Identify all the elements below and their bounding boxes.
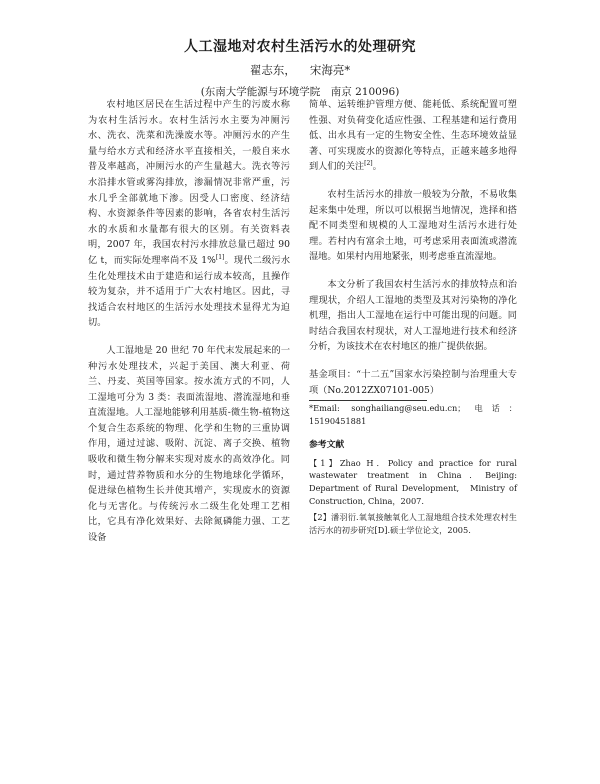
- reference-item: 【2】潘羽衍.氧氧接触氧化人工湿地组合技术处理农村生活污水的初步研究[D].硕士学位论文，2005.: [309, 511, 517, 535]
- references-heading: 参考文献: [309, 440, 345, 451]
- left-column: [88, 97, 290, 546]
- contact-email: *Email: songhailiang@seu.edu.cn；电话：15190451881: [309, 403, 517, 427]
- author-line: [0, 62, 600, 78]
- body-paragraph: 简单、运转维护管理方便、能耗低、系统配置可塑性强、对负荷变化适应性强、工程基建和运行费用低、出水具有一定的生物安全性、生态环境效益显著、可实现废水的资源化等特点，正越来越多地得到人们的关注[2]。: [309, 99, 517, 173]
- funding-note: 基金项目：“十二五”国家水污染控制与治理重大专项（No.2012ZX07101-005）: [309, 368, 517, 396]
- author-name: 翟志东，: [249, 63, 296, 77]
- author-name: 宋海亮*: [309, 63, 351, 77]
- body-paragraph: 本文分析了我国农村生活污水的排放特点和治理现状，介绍人工湿地的类型及其对污染物的净化机理，指出人工湿地在运行中可能出现的问题。同时结合我国农村现状，对人工湿地进行技术和经济分析，为该技术在农村地区的推广提供依据。: [309, 278, 517, 353]
- affiliation: (东南大学能源与环境学院 南京 210096): [200, 86, 400, 98]
- body-paragraph: 农村生活污水的排放一般较为分散，不易收集起来集中处理，所以可以根据当地情况，选择和搭配不同类型和规模的人工湿地对生活污水进行处理。若村内有富余土地，可考虑采用表面流或潜流湿地。如果村内用地紧张，则考虑垂直流湿地。: [309, 188, 517, 263]
- article-title: 人工湿地对农村生活污水的处理研究: [184, 39, 416, 55]
- reference-item: 【1】Zhao H．Policy and practice for rural wastewater treatment in China．Beijing: Department of Rural Development, Ministry of Construction, China，2007.: [309, 457, 517, 507]
- citation-mark: [2]: [364, 160, 373, 168]
- right-column: [309, 97, 517, 536]
- article-header: [0, 36, 600, 99]
- footnote-divider: [309, 400, 427, 401]
- body-paragraph: 人工湿地是 20 世纪 70 年代末发展起来的一种污水处理技术，兴起于美国、澳大利亚、荷兰、丹麦、英国等国家。按水流方式的不同，人工湿地可分为 3 类：表面流湿地、潜流湿地和垂直流湿地。人工湿地能够利用基质-微生物-植物这个复合生态系统的物理、化学和生物的三重协调作用，通过过滤、吸附、沉淀、离子交换、植物吸收和微生物分解来实现对废水的高效净化。同时，通过营养物质和水分的生物地球化学循环，促进绿色植物生长并使其增产，实现废水的资源化与无害化。与传统污水二级生化处理工艺相比，它具有净化效果好、去除氮磷能力强、工艺设备: [88, 344, 290, 544]
- citation-mark: [1]: [215, 253, 225, 261]
- body-paragraph: 农村地区居民在生活过程中产生的污废水称为农村生活污水。农村生活污水主要为冲厕污水、洗衣、洗菜和洗澡废水等。冲厕污水的产生量与给水方式和经济水平直接相关，一般自来水普及率越高，冲厕污水的产生量越大。洗衣等污水沿排水管或雾沟排放，渗漏情况非常严重，污水几乎全部就地下渗。因受人口密度、经济结构、水资源条件等因素的影响，各省农村生活污水的水质和水量都有很大的区别。有关资料表明，2007 年，我国农村污水排放总量已超过 90 亿 t，而实际处理率尚不及 1%[1]。现代二级污水生化处理技术由于建造和运行成本较高，且操作较为复杂，并不适用于广大农村地区。因此，寻找适合农村地区的生活污水处理技术显得尤为迫切。: [88, 99, 291, 329]
